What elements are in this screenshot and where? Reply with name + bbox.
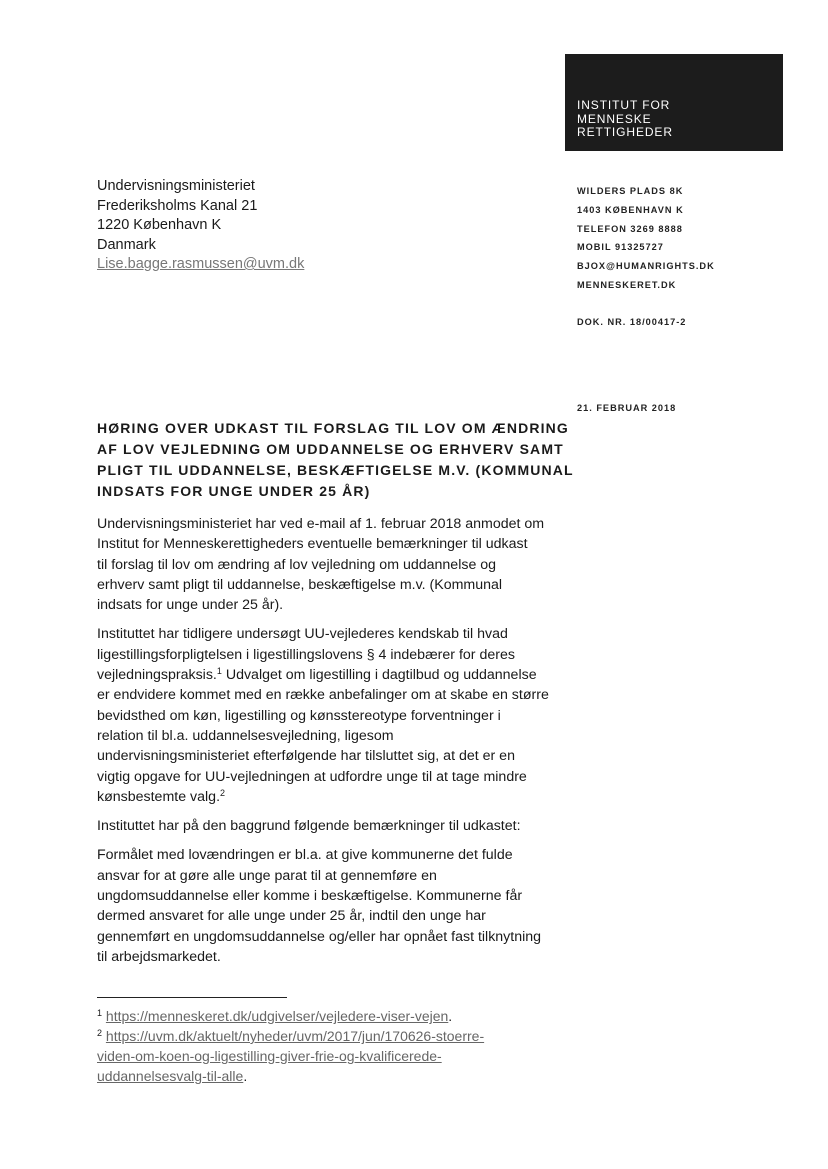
sender-street: WILDERS PLADS 8K (577, 186, 684, 196)
heading-line: AF LOV VEJLEDNING OM UDDANNELSE OG ERHVERV SAMT (97, 441, 564, 457)
footnote-ref-1[interactable]: 1 (216, 666, 222, 677)
footnote-1 (97, 1006, 567, 1026)
text-line: gennemført en ungdomsuddannelse og/eller har opnået fast tilknytning (97, 928, 542, 945)
document-number: DOK. NR. 18/00417-2 (577, 317, 687, 327)
paragraph-2 (97, 624, 577, 807)
text-line: ungdomsuddannelse eller komme i beskæftigelse. Kommunerne får (97, 888, 523, 905)
text-line: til arbejdsmarkedet. (97, 948, 221, 965)
footnote-marker-2: 2 (97, 1028, 103, 1038)
footnote-2-link[interactable]: uddannelsesvalg-til-alle (97, 1068, 244, 1084)
paragraph-4 (97, 845, 577, 967)
footnote-2-cont (97, 1046, 567, 1066)
sender-phone: TELEFON 3269 8888 (577, 223, 683, 234)
text-line: ligestillingsforpligtelsen i ligestillingslovens § 4 indebærer for deres (97, 646, 515, 663)
text-line: dermed ansvaret for alle unge under 25 år, indtil den unge har (97, 908, 486, 925)
footnote-ref-2[interactable]: 2 (220, 787, 226, 798)
sender-city: 1403 KØBENHAVN K (577, 204, 684, 215)
text-fragment: kønsbestemte valg. (97, 788, 221, 805)
text-line: Formålet med lovændringen er bl.a. at give kommunerne det fulde (97, 847, 513, 864)
recipient-address (97, 177, 304, 275)
sender-email: BJOX@HUMANRIGHTS.DK (577, 261, 715, 272)
text-line: relation til bl.a. uddannelsesvejledning, ligesom (97, 727, 394, 744)
text-line (97, 787, 577, 807)
text-line: vigtig opgave for UU-vejledningen at udfordre unge til at tage mindre (97, 768, 527, 785)
text-line: Undervisningsministeriet har ved e-mail af 1. februar 2018 anmodet om (97, 516, 545, 532)
recipient-street: Frederiksholms Kanal 21 (97, 197, 258, 214)
paragraph-3 (97, 816, 577, 836)
text-line: bevidsthed om køn, ligestilling og kønsstereotype forventninger i (97, 707, 501, 724)
recipient-name: Undervisningsministeriet (97, 178, 255, 194)
footnote-2 (97, 1026, 567, 1046)
text-line: erhverv samt pligt til uddannelse, beskæftigelse m.v. (Kommunal (97, 576, 503, 593)
footnote-1-link[interactable]: https://menneskeret.dk/udgivelser/vejledere-viser-vejen (105, 1008, 449, 1024)
recipient-city: 1220 København K (97, 217, 222, 233)
text-line: Instituttet har tidligere undersøgt UU-vejlederes kendskab til hvad (97, 626, 508, 643)
logo-line-1: INSTITUT FOR (577, 98, 671, 112)
heading-line: PLIGT TIL UDDANNELSE, BESKÆFTIGELSE M.V. (KOMMUNAL (97, 462, 574, 478)
footnote-period: . (448, 1008, 453, 1024)
text-line: indsats for unge under 25 år). (97, 597, 284, 614)
text-line: er endvidere kommet med en række anbefalinger om at skabe en større (97, 687, 549, 704)
logo-line-3: RETTIGHEDER (577, 125, 673, 139)
text-line: til forslag til lov om ændring af lov vejledning om uddannelse og (97, 556, 497, 573)
sender-mobile: MOBIL 91325727 (577, 242, 664, 253)
text-line: Institut for Menneskerettigheders eventuelle bemærkninger til udkast (97, 536, 528, 553)
heading-line: INDSATS FOR UNGE UNDER 25 ÅR) (97, 483, 371, 499)
text-line: Instituttet har på den baggrund følgende bemærkninger til udkastet: (97, 818, 521, 835)
logo-line-2: MENNESKE (577, 111, 652, 126)
text-fragment: vejledningspraksis. (97, 667, 217, 684)
sender-website: MENNESKERET.DK (577, 279, 677, 290)
heading-line: HØRING OVER UDKAST TIL FORSLAG TIL LOV OM ÆNDRING (97, 420, 569, 436)
text-line: undervisningsministeriet efterfølgende har tilsluttet sig, at det er en (97, 748, 515, 765)
sender-address (577, 182, 715, 295)
footnote-2-link[interactable]: https://uvm.dk/aktuelt/nyheder/uvm/2017/jun/170626-stoerre- (105, 1028, 485, 1044)
footnotes (97, 1006, 567, 1086)
document-body (97, 514, 577, 976)
footnote-2-link[interactable]: viden-om-koen-og-ligestilling-giver-frie-og-kvalificerede- (97, 1048, 442, 1064)
footnote-marker-1: 1 (97, 1008, 103, 1018)
footnote-period: . (243, 1068, 248, 1084)
text-fragment: Udvalget om ligestilling i dagtilbud og uddannelse (221, 667, 537, 684)
footnote-2-cont (97, 1066, 567, 1086)
footnote-divider (97, 997, 287, 998)
recipient-email-link[interactable]: Lise.bagge.rasmussen@uvm.dk (97, 256, 305, 272)
document-heading (97, 418, 577, 502)
text-line: ansvar for at gøre alle unge parat til at gennemføre en (97, 867, 437, 884)
paragraph-1 (97, 514, 577, 615)
text-line (97, 665, 577, 685)
recipient-country: Danmark (97, 236, 156, 253)
document-date: 21. FEBRUAR 2018 (577, 403, 677, 413)
institute-logo (565, 54, 783, 151)
